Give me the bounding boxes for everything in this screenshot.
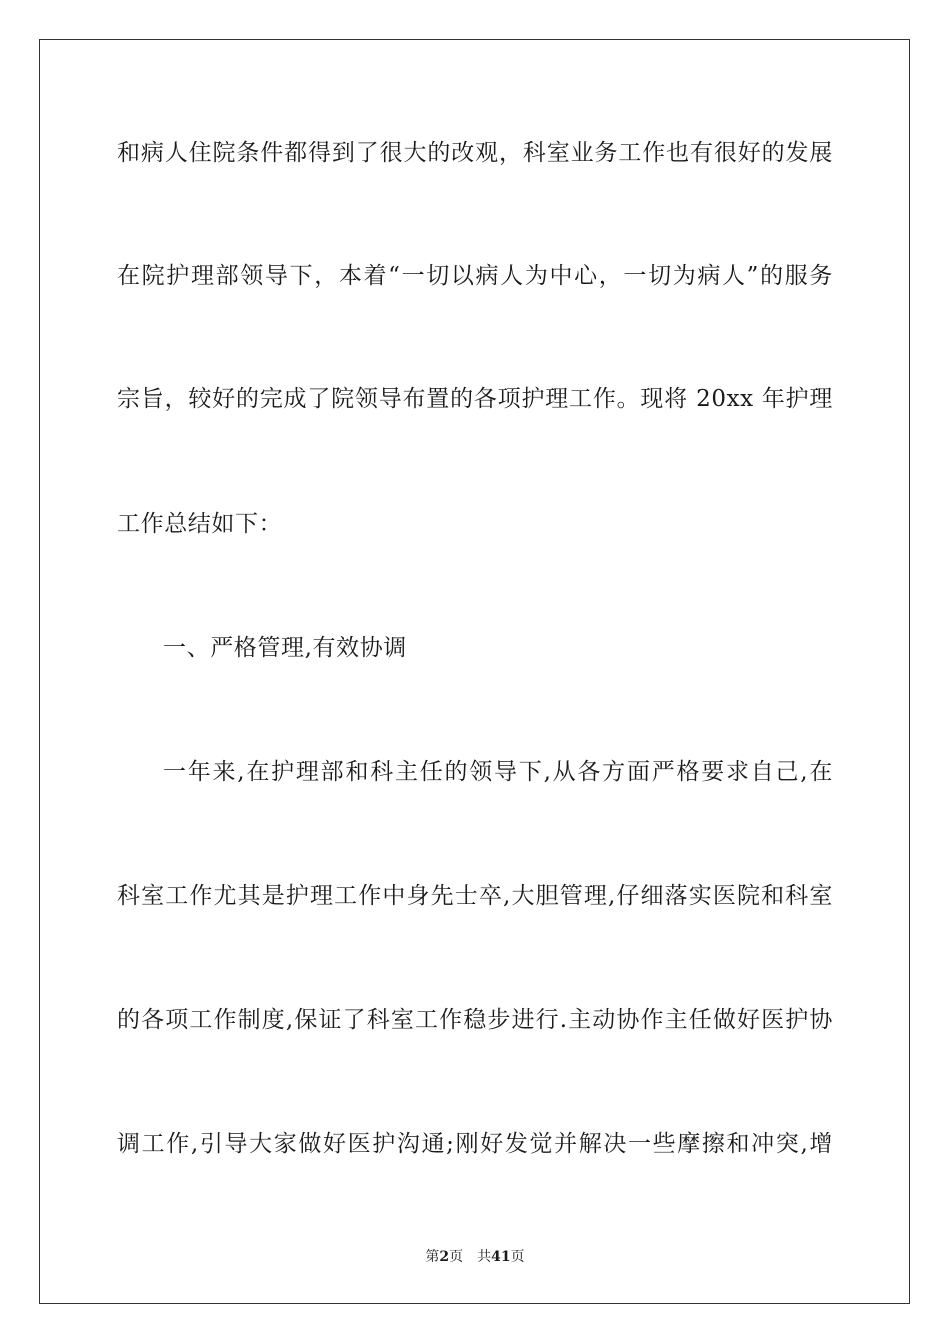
page-frame	[39, 39, 910, 1304]
text-line-7: 科室工作尤其是护理工作中身先士卒,大胆管理,仔细落实医院和科室	[117, 883, 833, 909]
text-line-1: 和病人住院条件都得到了很大的改观，科室业务工作也有很好的发展	[117, 140, 833, 166]
text-line-4: 工作总结如下：	[117, 511, 283, 537]
text-line-6: 一年来,在护理部和科主任的领导下,从各方面严格要求自己,在	[163, 759, 833, 785]
text-line-2: 在院护理部领导下，本着“一切以病人为中心，一切为病人”的服务	[117, 263, 833, 289]
section-heading: 一、严格管理,有效协调	[163, 635, 407, 661]
footer-total-suffix: 页	[510, 1249, 525, 1265]
page-footer	[0, 1248, 950, 1266]
text-line-3: 宗旨，较好的完成了院领导布置的各项护理工作。现将 20xx 年护理	[117, 386, 833, 412]
footer-total-pages: 41	[491, 1249, 511, 1265]
footer-page-suffix: 页	[449, 1249, 464, 1265]
footer-page-number: 2	[439, 1249, 450, 1265]
footer-page-prefix: 第	[425, 1249, 440, 1265]
text-line-8: 的各项工作制度,保证了科室工作稳步进行.主动协作主任做好医护协	[117, 1007, 833, 1033]
text-line-9: 调工作,引导大家做好医护沟通;刚好发觉并解决一些摩擦和冲突,增	[117, 1131, 833, 1157]
footer-total-prefix: 共	[477, 1249, 492, 1265]
